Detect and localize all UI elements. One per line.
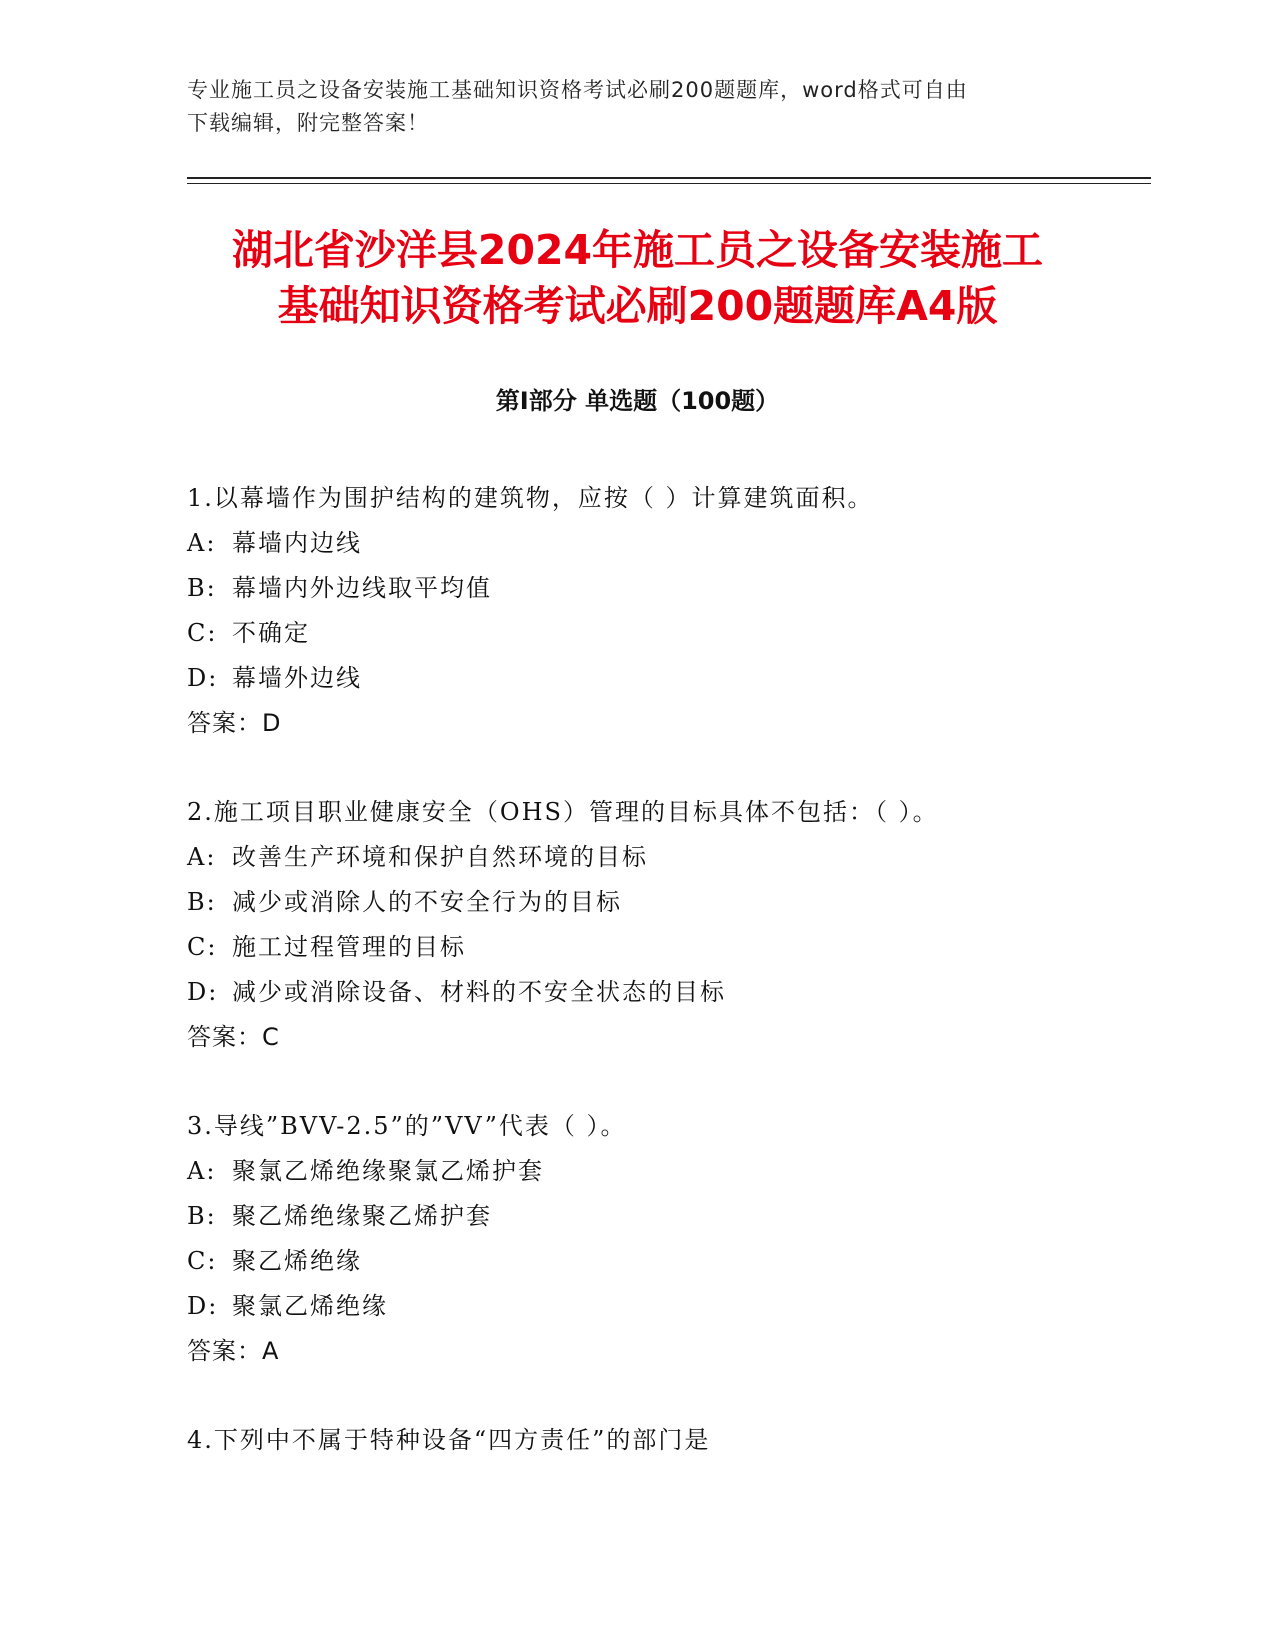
option-b [187,880,1147,925]
option-letter: D: [187,664,219,692]
header-note [187,74,1067,140]
option-letter: C: [187,933,218,961]
option-b [187,1194,1147,1239]
option-a [187,521,1147,566]
answer-line: 答案：A [187,1337,280,1365]
question-stem: 3.导线”BVV-2.5”的”VV”代表（ ）。 [187,1112,627,1140]
option-text: 施工过程管理的目标 [232,933,466,961]
option-text: 幕墙内外边线取平均值 [232,574,492,602]
option-d [187,1284,1147,1329]
option-letter: A: [187,1157,217,1185]
option-text: 减少或消除设备、材料的不安全状态的目标 [232,978,726,1006]
option-letter: B: [187,888,217,916]
answer-line: 答案：C [187,1023,280,1051]
question-3 [187,1104,1147,1374]
question-stem: 2.施工项目职业健康安全（OHS）管理的目标具体不包括：（ ）。 [187,798,939,826]
option-b [187,566,1147,611]
question-stem: 1.以幕墙作为围护结构的建筑物，应按（ ）计算建筑面积。 [187,484,874,512]
section-heading: 第Ⅰ部分 单选题（100题） [495,387,780,415]
question-1 [187,476,1147,746]
option-a [187,835,1147,880]
option-d [187,970,1147,1015]
header-note-line-1: 专业施工员之设备安装施工基础知识资格考试必刷200题题库，word格式可自由 [187,78,968,102]
option-text: 聚乙烯绝缘聚乙烯护套 [232,1202,492,1230]
question-2 [187,790,1147,1060]
option-letter: A: [187,843,217,871]
option-text: 聚乙烯绝缘 [232,1247,362,1275]
option-text: 幕墙内边线 [232,529,362,557]
answer-line: 答案：D [187,709,282,737]
document-title-line-1: 湖北省沙洋县2024年施工员之设备安装施工 [231,226,1044,274]
option-text: 聚氯乙烯绝缘 [232,1292,388,1320]
header-note-line-2: 下载编辑，附完整答案！ [187,111,429,135]
option-text: 减少或消除人的不安全行为的目标 [232,888,622,916]
option-letter: B: [187,1202,217,1230]
option-letter: C: [187,619,218,647]
header-rule-thick [187,177,1151,179]
header-rule-thin [187,183,1151,184]
option-c [187,611,1147,656]
option-letter: D: [187,978,219,1006]
option-text: 聚氯乙烯绝缘聚氯乙烯护套 [232,1157,544,1185]
option-c [187,1239,1147,1284]
document-title-line-2: 基础知识资格考试必刷200题题库A4版 [277,282,998,330]
option-letter: D: [187,1292,219,1320]
question-list [187,476,1147,1507]
option-text: 幕墙外边线 [232,664,362,692]
option-text: 改善生产环境和保护自然环境的目标 [232,843,648,871]
option-a [187,1149,1147,1194]
option-c [187,925,1147,970]
option-d [187,656,1147,701]
option-letter: B: [187,574,217,602]
option-letter: C: [187,1247,218,1275]
option-letter: A: [187,529,217,557]
document-title [150,222,1125,334]
question-stem: 4.下列中不属于特种设备“四方责任”的部门是 [187,1426,711,1454]
question-4 [187,1418,1147,1463]
option-text: 不确定 [232,619,310,647]
